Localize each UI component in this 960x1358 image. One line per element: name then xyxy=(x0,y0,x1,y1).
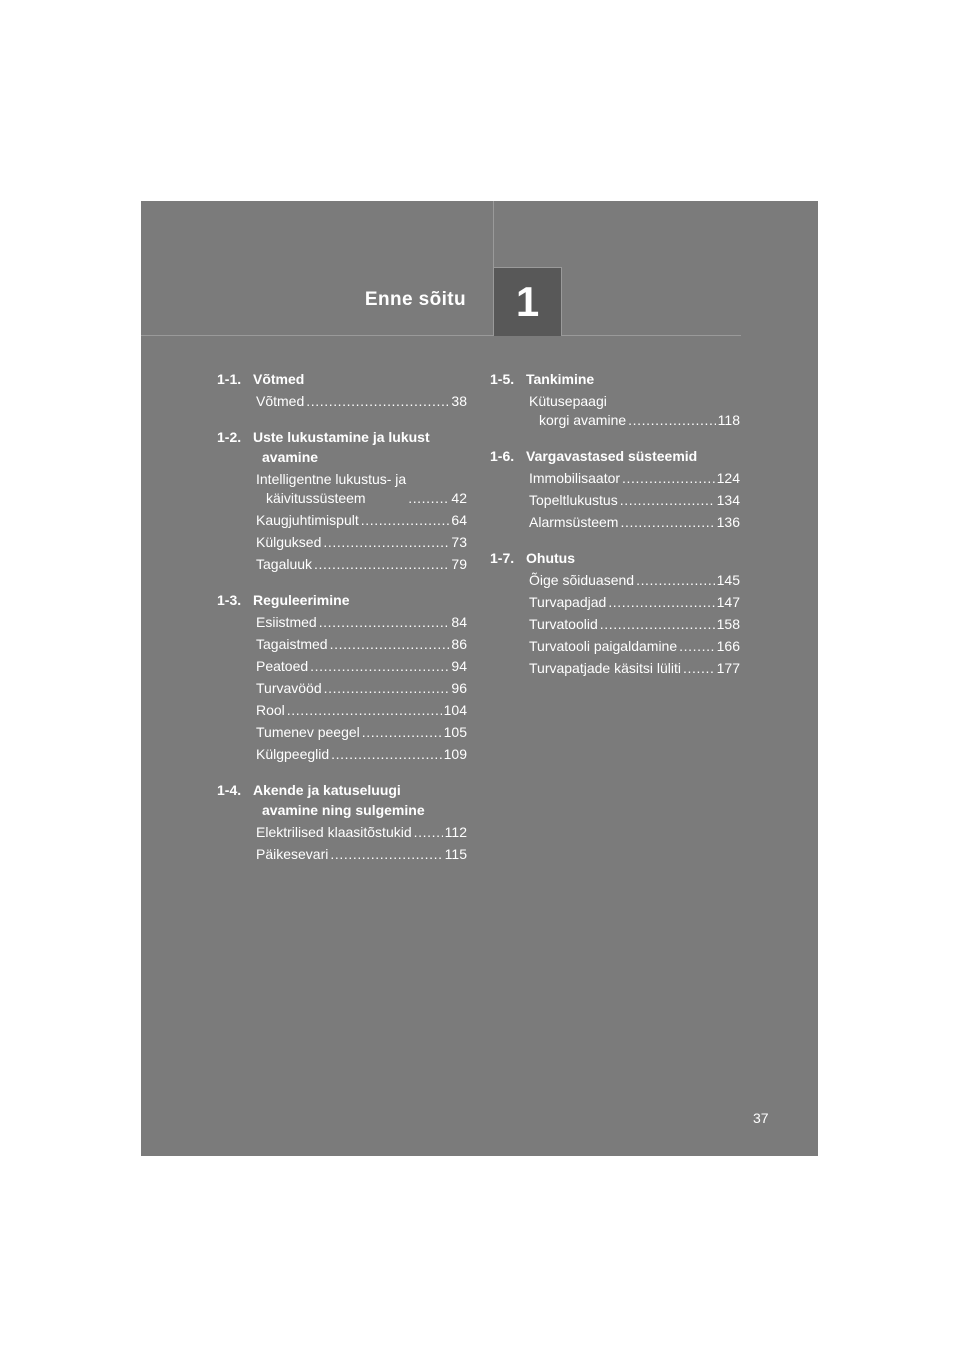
entry-name xyxy=(529,571,634,590)
chapter-title: Enne sõitu xyxy=(364,289,466,310)
entry-page-number: 94 xyxy=(451,658,467,674)
entry-name xyxy=(529,637,677,656)
toc-section xyxy=(490,369,740,430)
toc-entry[interactable] xyxy=(529,593,740,612)
dot-leader xyxy=(319,613,450,632)
entry-page-number: 84 xyxy=(451,614,467,630)
section-entries xyxy=(217,823,467,864)
toc-entry[interactable] xyxy=(529,469,740,488)
section-title-line: Uste lukustamine ja lukust xyxy=(253,429,430,445)
entry-page-number: 104 xyxy=(443,702,467,718)
toc-entry[interactable] xyxy=(529,659,740,678)
dot-leader xyxy=(608,593,714,612)
toc-section xyxy=(490,446,740,532)
entry-name xyxy=(256,657,308,676)
entry-page-number: 147 xyxy=(716,594,740,610)
section-heading[interactable] xyxy=(217,590,467,610)
entry-name-line: Elektrilised klaasitõstukid xyxy=(256,824,412,840)
entry-name-line: Esiistmed xyxy=(256,614,317,630)
entry-name-line: Topeltlukustus xyxy=(529,492,618,508)
dot-leader xyxy=(620,491,715,510)
section-title-line: Ohutus xyxy=(526,550,575,566)
dot-leader xyxy=(310,657,449,676)
section-entries xyxy=(217,470,467,574)
section-heading[interactable] xyxy=(217,427,467,467)
section-number: 1-5. xyxy=(490,371,515,387)
toc-entry[interactable] xyxy=(256,635,467,654)
toc-entry[interactable] xyxy=(256,845,467,864)
section-number: 1-3. xyxy=(217,592,242,608)
entry-name-line: Tagaistmed xyxy=(256,636,328,652)
dot-leader xyxy=(679,637,715,656)
entry-name-line: Immobilisaator xyxy=(529,470,621,486)
entry-name-line: Turvapatjade käsitsi lüliti xyxy=(529,660,681,676)
toc-section xyxy=(217,590,467,764)
entry-name xyxy=(256,470,406,508)
toc-entry[interactable] xyxy=(529,571,740,590)
section-title xyxy=(253,369,467,389)
entry-name xyxy=(256,392,304,411)
entry-name-line: käivitussüsteem xyxy=(266,490,366,506)
chapter-number: 1 xyxy=(515,278,540,325)
entry-name-line: Turvatoolid xyxy=(529,616,598,632)
section-entries xyxy=(490,571,740,678)
dot-leader xyxy=(330,635,450,654)
entry-page-number: 136 xyxy=(716,514,740,530)
page-number: 37 xyxy=(753,1110,769,1126)
dot-leader xyxy=(414,823,443,842)
entry-page-number: 166 xyxy=(716,638,740,654)
dot-leader xyxy=(323,533,449,552)
toc-entry[interactable] xyxy=(529,513,740,532)
entry-page-number: 79 xyxy=(451,556,467,572)
entry-name xyxy=(529,615,598,634)
toc-section xyxy=(490,548,740,678)
toc-entry[interactable] xyxy=(256,470,467,508)
entry-name-line: korgi avamine xyxy=(539,412,627,428)
entry-name xyxy=(256,845,328,864)
entry-name xyxy=(529,469,620,488)
toc-column-left xyxy=(217,369,467,880)
entry-name-line: Rool xyxy=(256,702,285,718)
dot-leader xyxy=(362,723,442,742)
entry-page-number: 115 xyxy=(444,846,467,862)
entry-name xyxy=(256,679,322,698)
entry-name-line: Peatoed xyxy=(256,658,309,674)
toc-entry[interactable] xyxy=(256,701,467,720)
section-number: 1-4. xyxy=(217,782,242,798)
toc-entry[interactable] xyxy=(529,392,740,430)
section-entries xyxy=(490,392,740,430)
entry-page-number: 38 xyxy=(451,393,467,409)
toc-entry[interactable] xyxy=(256,613,467,632)
section-heading[interactable] xyxy=(490,446,740,466)
entry-page-number: 105 xyxy=(443,724,467,740)
entry-name-line: Tagaluuk xyxy=(256,556,313,572)
dot-leader xyxy=(628,411,716,430)
toc-entry[interactable] xyxy=(256,723,467,742)
entry-name-line: Turvavööd xyxy=(256,680,322,696)
entry-name xyxy=(256,511,359,530)
dot-leader xyxy=(683,659,715,678)
entry-name-line: Päikesevari xyxy=(256,846,329,862)
toc-entry[interactable] xyxy=(256,555,467,574)
entry-page-number: 73 xyxy=(451,534,467,550)
entry-name xyxy=(256,555,312,574)
section-number: 1-2. xyxy=(217,429,242,445)
dot-leader xyxy=(636,571,715,590)
entry-name-line: Võtmed xyxy=(256,393,305,409)
entry-name xyxy=(256,823,412,842)
entry-name xyxy=(256,533,321,552)
section-heading[interactable] xyxy=(490,548,740,568)
section-number: 1-7. xyxy=(490,550,515,566)
section-title-line: Võtmed xyxy=(253,371,305,387)
dot-leader xyxy=(324,679,450,698)
section-title xyxy=(253,780,467,820)
toc-entry[interactable] xyxy=(529,637,740,656)
section-title-line: avamine ning sulgemine xyxy=(262,802,425,818)
entry-name xyxy=(529,659,681,678)
entry-page-number: 86 xyxy=(451,636,467,652)
toc-entry[interactable] xyxy=(256,679,467,698)
entry-name-line: Õige sõiduasend xyxy=(529,572,635,588)
toc-entry[interactable] xyxy=(256,745,467,764)
entry-page-number: 124 xyxy=(716,470,740,486)
dot-leader xyxy=(622,469,715,488)
entry-name xyxy=(256,701,285,720)
section-entries xyxy=(217,392,467,411)
entry-page-number: 64 xyxy=(451,512,467,528)
entry-name xyxy=(529,491,618,510)
dot-leader xyxy=(331,745,441,764)
toc-entry[interactable] xyxy=(256,533,467,552)
section-title xyxy=(526,446,740,466)
entry-name-line: Alarmsüsteem xyxy=(529,514,619,530)
entry-page-number: 96 xyxy=(451,680,467,696)
section-title-line: avamine xyxy=(262,449,319,465)
toc-section xyxy=(217,369,467,411)
toc-column-right xyxy=(490,369,740,694)
manual-page xyxy=(141,201,818,1156)
entry-page-number: 118 xyxy=(717,412,740,428)
entry-name-line: Turvatooli paigaldamine xyxy=(529,638,678,654)
section-number: 1-6. xyxy=(490,448,515,464)
entry-page-number: 42 xyxy=(451,490,467,506)
toc-entry[interactable] xyxy=(256,511,467,530)
entry-name xyxy=(256,745,329,764)
header-divider-vertical xyxy=(493,201,494,267)
section-entries xyxy=(490,469,740,532)
section-heading[interactable] xyxy=(490,369,740,389)
entry-name xyxy=(529,593,606,612)
entry-name-line: Tumenev peegel xyxy=(256,724,360,740)
toc-entry[interactable] xyxy=(256,657,467,676)
dot-leader xyxy=(330,845,442,864)
toc-entry[interactable] xyxy=(256,823,467,842)
entry-name-line: Intelligentne lukustus- ja xyxy=(256,471,407,487)
entry-page-number: 177 xyxy=(716,660,740,676)
entry-name xyxy=(529,392,626,430)
entry-name xyxy=(256,635,328,654)
dot-leader xyxy=(287,701,442,720)
section-title xyxy=(253,590,467,610)
dot-leader xyxy=(408,489,449,508)
entry-name-line: Külgpeeglid xyxy=(256,746,330,762)
section-title-line: Akende ja katuseluugi xyxy=(253,782,401,798)
entry-name-line: Külguksed xyxy=(256,534,322,550)
dot-leader xyxy=(314,555,449,574)
entry-page-number: 134 xyxy=(716,492,740,508)
chapter-number-tab xyxy=(493,267,562,336)
header-divider-horizontal xyxy=(141,335,741,336)
toc-entry[interactable] xyxy=(256,392,467,411)
toc-entry[interactable] xyxy=(529,615,740,634)
section-number: 1-1. xyxy=(217,371,242,387)
section-title-line: Tankimine xyxy=(526,371,595,387)
entry-name-line: Kütusepaagi xyxy=(529,393,607,409)
entry-name-line: Turvapadjad xyxy=(529,594,607,610)
entry-page-number: 158 xyxy=(716,616,740,632)
dot-leader xyxy=(620,513,714,532)
toc-section xyxy=(217,780,467,864)
section-title-line: Vargavastased süsteemid xyxy=(526,448,698,464)
section-heading[interactable] xyxy=(217,780,467,820)
section-title xyxy=(526,369,740,389)
toc-section xyxy=(217,427,467,574)
dot-leader xyxy=(306,392,449,411)
section-title xyxy=(526,548,740,568)
entry-name xyxy=(256,613,317,632)
entry-page-number: 109 xyxy=(443,746,467,762)
entry-page-number: 145 xyxy=(716,572,740,588)
entry-name xyxy=(256,723,360,742)
entry-name-line: Kaugjuhtimispult xyxy=(256,512,359,528)
section-heading[interactable] xyxy=(217,369,467,389)
section-title xyxy=(253,427,467,467)
section-entries xyxy=(217,613,467,764)
section-title-line: Reguleerimine xyxy=(253,592,350,608)
toc-entry[interactable] xyxy=(529,491,740,510)
dot-leader xyxy=(361,511,450,530)
entry-page-number: 112 xyxy=(444,824,467,840)
dot-leader xyxy=(600,615,715,634)
entry-name xyxy=(529,513,618,532)
